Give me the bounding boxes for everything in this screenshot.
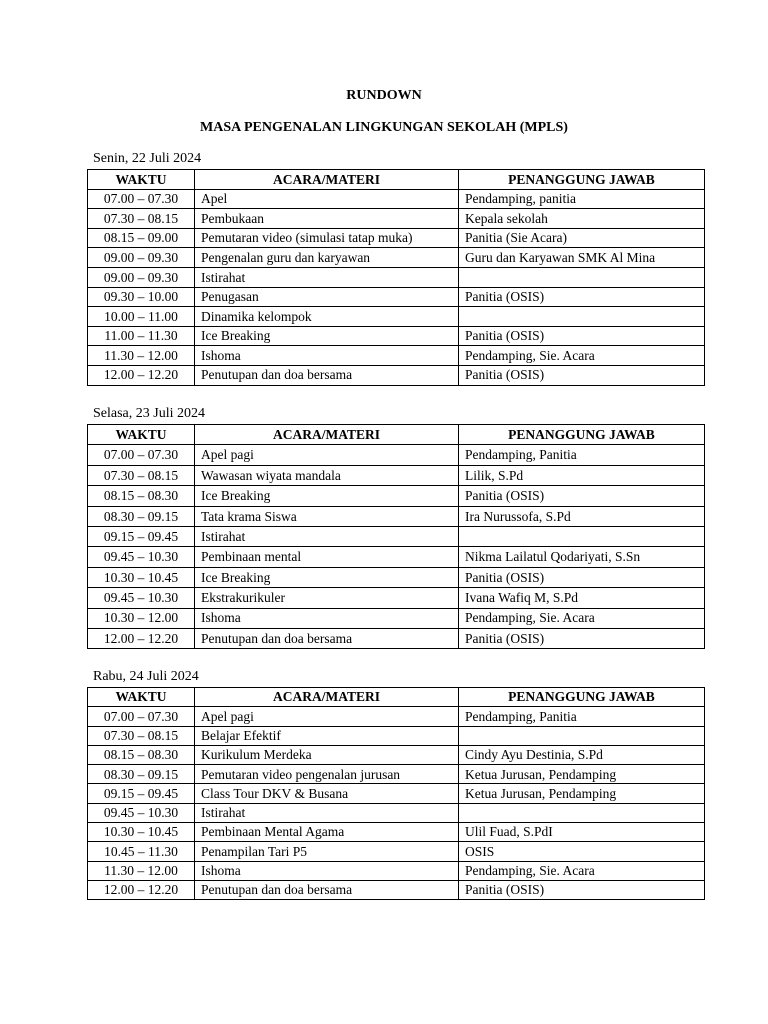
table-header-row bbox=[88, 170, 705, 190]
activity-cell: Penampilan Tari P5 bbox=[195, 842, 459, 861]
activity-cell: Tata krama Siswa bbox=[195, 506, 459, 526]
time-cell: 10.30 – 12.00 bbox=[88, 608, 195, 628]
time-cell: 11.30 – 12.00 bbox=[88, 346, 195, 366]
pic-cell: Ketua Jurusan, Pendamping bbox=[459, 784, 705, 803]
header-time: WAKTU bbox=[88, 688, 195, 707]
pic-cell: OSIS bbox=[459, 842, 705, 861]
activity-cell: Pemutaran video pengenalan jurusan bbox=[195, 765, 459, 784]
activity-cell: Apel pagi bbox=[195, 445, 459, 465]
time-cell: 09.45 – 10.30 bbox=[88, 547, 195, 567]
table-row bbox=[88, 842, 705, 861]
activity-cell: Pembukaan bbox=[195, 209, 459, 229]
table-row bbox=[88, 628, 705, 648]
schedule-table-tuesday bbox=[87, 424, 705, 649]
header-activity: ACARA/MATERI bbox=[195, 425, 459, 445]
table-row bbox=[88, 307, 705, 327]
time-cell: 10.30 – 10.45 bbox=[88, 567, 195, 587]
time-cell: 07.30 – 08.15 bbox=[88, 209, 195, 229]
activity-cell: Ishoma bbox=[195, 346, 459, 366]
pic-cell bbox=[459, 803, 705, 822]
pic-cell: Panitia (OSIS) bbox=[459, 326, 705, 346]
activity-cell: Ice Breaking bbox=[195, 326, 459, 346]
table-row bbox=[88, 189, 705, 209]
pic-cell: Panitia (OSIS) bbox=[459, 287, 705, 307]
header-activity: ACARA/MATERI bbox=[195, 688, 459, 707]
table-row bbox=[88, 765, 705, 784]
document-subtitle: MASA PENGENALAN LINGKUNGAN SEKOLAH (MPLS) bbox=[200, 120, 568, 135]
time-cell: 07.00 – 07.30 bbox=[88, 189, 195, 209]
table-row bbox=[88, 588, 705, 608]
activity-cell: Istirahat bbox=[195, 267, 459, 287]
schedule-table-monday bbox=[87, 169, 705, 386]
activity-cell: Pembinaan mental bbox=[195, 547, 459, 567]
table-row bbox=[88, 326, 705, 346]
pic-cell: Panitia (OSIS) bbox=[459, 880, 705, 899]
time-cell: 07.30 – 08.15 bbox=[88, 465, 195, 485]
pic-cell bbox=[459, 307, 705, 327]
time-cell: 10.30 – 10.45 bbox=[88, 823, 195, 842]
pic-cell: Pendamping, panitia bbox=[459, 189, 705, 209]
schedule-table-wednesday bbox=[87, 687, 705, 900]
activity-cell: Kurikulum Merdeka bbox=[195, 745, 459, 764]
activity-cell: Penutupan dan doa bersama bbox=[195, 365, 459, 385]
time-cell: 09.45 – 10.30 bbox=[88, 588, 195, 608]
table-header-row bbox=[88, 425, 705, 445]
pic-cell: Pendamping, Sie. Acara bbox=[459, 861, 705, 880]
header-pic: PENANGGUNG JAWAB bbox=[459, 425, 705, 445]
table-row bbox=[88, 346, 705, 366]
pic-cell: Pendamping, Panitia bbox=[459, 707, 705, 726]
table-row bbox=[88, 726, 705, 745]
pic-cell bbox=[459, 267, 705, 287]
activity-cell: Istirahat bbox=[195, 803, 459, 822]
pic-cell: Panitia (OSIS) bbox=[459, 567, 705, 587]
activity-cell: Istirahat bbox=[195, 526, 459, 546]
pic-cell: Cindy Ayu Destinia, S.Pd bbox=[459, 745, 705, 764]
table-row bbox=[88, 267, 705, 287]
time-cell: 07.00 – 07.30 bbox=[88, 707, 195, 726]
activity-cell: Ice Breaking bbox=[195, 486, 459, 506]
table-row bbox=[88, 547, 705, 567]
pic-cell: Panitia (OSIS) bbox=[459, 365, 705, 385]
table-row bbox=[88, 567, 705, 587]
activity-cell: Penutupan dan doa bersama bbox=[195, 880, 459, 899]
header-activity: ACARA/MATERI bbox=[195, 170, 459, 190]
pic-cell: Pendamping, Sie. Acara bbox=[459, 608, 705, 628]
pic-cell: Pendamping, Sie. Acara bbox=[459, 346, 705, 366]
header-time: WAKTU bbox=[88, 425, 195, 445]
table-row bbox=[88, 745, 705, 764]
activity-cell: Class Tour DKV & Busana bbox=[195, 784, 459, 803]
document-title: RUNDOWN bbox=[346, 88, 422, 103]
time-cell: 12.00 – 12.20 bbox=[88, 628, 195, 648]
table-row bbox=[88, 803, 705, 822]
activity-cell: Wawasan wiyata mandala bbox=[195, 465, 459, 485]
time-cell: 09.30 – 10.00 bbox=[88, 287, 195, 307]
time-cell: 08.30 – 09.15 bbox=[88, 765, 195, 784]
activity-cell: Ishoma bbox=[195, 608, 459, 628]
day-label-tuesday: Selasa, 23 Juli 2024 bbox=[93, 406, 205, 421]
header-pic: PENANGGUNG JAWAB bbox=[459, 170, 705, 190]
time-cell: 07.30 – 08.15 bbox=[88, 726, 195, 745]
activity-cell: Apel pagi bbox=[195, 707, 459, 726]
table-row bbox=[88, 608, 705, 628]
table-row bbox=[88, 486, 705, 506]
pic-cell: Ketua Jurusan, Pendamping bbox=[459, 765, 705, 784]
time-cell: 08.30 – 09.15 bbox=[88, 506, 195, 526]
activity-cell: Dinamika kelompok bbox=[195, 307, 459, 327]
table-row bbox=[88, 880, 705, 899]
table-row bbox=[88, 445, 705, 465]
table-row bbox=[88, 506, 705, 526]
time-cell: 10.00 – 11.00 bbox=[88, 307, 195, 327]
pic-cell: Kepala sekolah bbox=[459, 209, 705, 229]
activity-cell: Pengenalan guru dan karyawan bbox=[195, 248, 459, 268]
table-row bbox=[88, 526, 705, 546]
activity-cell: Penutupan dan doa bersama bbox=[195, 628, 459, 648]
activity-cell: Apel bbox=[195, 189, 459, 209]
pic-cell: Lilik, S.Pd bbox=[459, 465, 705, 485]
table-row bbox=[88, 823, 705, 842]
time-cell: 08.15 – 09.00 bbox=[88, 228, 195, 248]
time-cell: 11.30 – 12.00 bbox=[88, 861, 195, 880]
activity-cell: Ekstrakurikuler bbox=[195, 588, 459, 608]
activity-cell: Ice Breaking bbox=[195, 567, 459, 587]
time-cell: 09.45 – 10.30 bbox=[88, 803, 195, 822]
table-header-row bbox=[88, 688, 705, 707]
activity-cell: Pembinaan Mental Agama bbox=[195, 823, 459, 842]
table-row bbox=[88, 861, 705, 880]
activity-cell: Penugasan bbox=[195, 287, 459, 307]
time-cell: 07.00 – 07.30 bbox=[88, 445, 195, 465]
time-cell: 10.45 – 11.30 bbox=[88, 842, 195, 861]
activity-cell: Pemutaran video (simulasi tatap muka) bbox=[195, 228, 459, 248]
table-row bbox=[88, 248, 705, 268]
pic-cell bbox=[459, 526, 705, 546]
time-cell: 12.00 – 12.20 bbox=[88, 365, 195, 385]
table-row bbox=[88, 228, 705, 248]
table-row bbox=[88, 365, 705, 385]
table-row bbox=[88, 209, 705, 229]
table-row bbox=[88, 707, 705, 726]
time-cell: 09.15 – 09.45 bbox=[88, 784, 195, 803]
header-time: WAKTU bbox=[88, 170, 195, 190]
pic-cell: Ira Nurussofa, S.Pd bbox=[459, 506, 705, 526]
header-pic: PENANGGUNG JAWAB bbox=[459, 688, 705, 707]
pic-cell: Panitia (OSIS) bbox=[459, 628, 705, 648]
table-row bbox=[88, 287, 705, 307]
time-cell: 09.15 – 09.45 bbox=[88, 526, 195, 546]
pic-cell: Ivana Wafiq M, S.Pd bbox=[459, 588, 705, 608]
time-cell: 12.00 – 12.20 bbox=[88, 880, 195, 899]
pic-cell: Pendamping, Panitia bbox=[459, 445, 705, 465]
pic-cell bbox=[459, 726, 705, 745]
time-cell: 08.15 – 08.30 bbox=[88, 745, 195, 764]
day-label-wednesday: Rabu, 24 Juli 2024 bbox=[93, 669, 199, 684]
time-cell: 08.15 – 08.30 bbox=[88, 486, 195, 506]
table-row bbox=[88, 465, 705, 485]
time-cell: 09.00 – 09.30 bbox=[88, 248, 195, 268]
pic-cell: Panitia (Sie Acara) bbox=[459, 228, 705, 248]
time-cell: 11.00 – 11.30 bbox=[88, 326, 195, 346]
pic-cell: Ulil Fuad, S.PdI bbox=[459, 823, 705, 842]
pic-cell: Nikma Lailatul Qodariyati, S.Sn bbox=[459, 547, 705, 567]
pic-cell: Panitia (OSIS) bbox=[459, 486, 705, 506]
activity-cell: Belajar Efektif bbox=[195, 726, 459, 745]
time-cell: 09.00 – 09.30 bbox=[88, 267, 195, 287]
table-row bbox=[88, 784, 705, 803]
activity-cell: Ishoma bbox=[195, 861, 459, 880]
day-label-monday: Senin, 22 Juli 2024 bbox=[93, 151, 202, 166]
pic-cell: Guru dan Karyawan SMK Al Mina bbox=[459, 248, 705, 268]
